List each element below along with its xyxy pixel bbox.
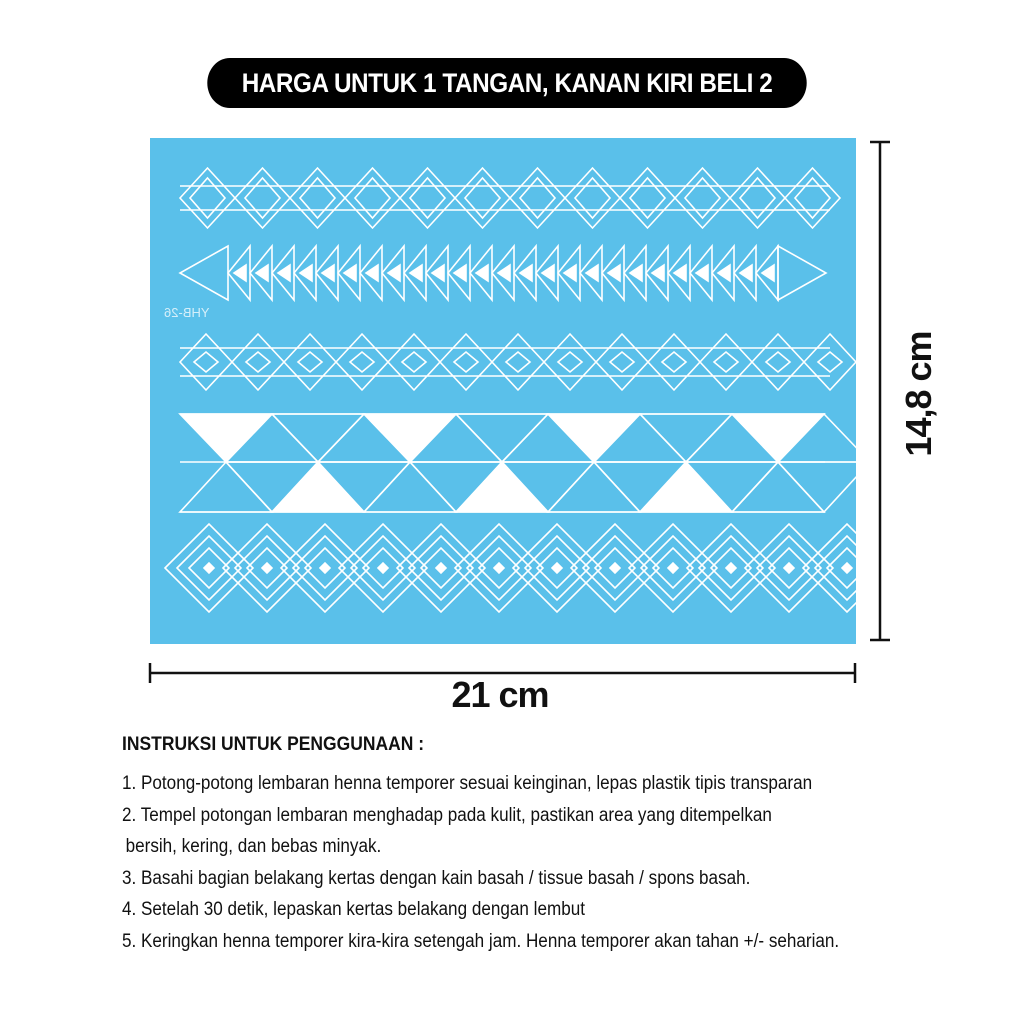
instruction-line-5: 5. Keringkan henna temporer kira-kira setengah jam. Henna temporer akan tahan +/- seharian.	[122, 930, 840, 952]
instructions-block	[122, 734, 1002, 957]
price-banner-text: HARGA UNTUK 1 TANGAN, KANAN KIRI BELI 2	[241, 67, 773, 98]
width-label: 21 cm	[451, 674, 549, 715]
height-label: 14,8 cm	[898, 331, 939, 457]
instruction-line-2-cont: bersih, kering, dan bebas minyak.	[125, 836, 382, 857]
instructions-title: INSTRUKSI UNTUK PENGGUNAAN :	[122, 734, 425, 755]
instruction-line-3: 3. Basahi bagian belakang kertas dengan kain basah / tissue basah / spons basah.	[122, 867, 751, 889]
sheet-code: YHB-26	[164, 305, 210, 320]
instruction-line-2: 2. Tempel potongan lembaran menghadap pada kulit, pastikan area yang ditempelkan	[122, 804, 772, 826]
instruction-line-1: 1. Potong-potong lembaran henna temporer sesuai keinginan, lepas plastik tipis transparan	[122, 773, 813, 794]
instruction-line-4: 4. Setelah 30 detik, lepaskan kertas belakang dengan lembut	[122, 899, 585, 920]
